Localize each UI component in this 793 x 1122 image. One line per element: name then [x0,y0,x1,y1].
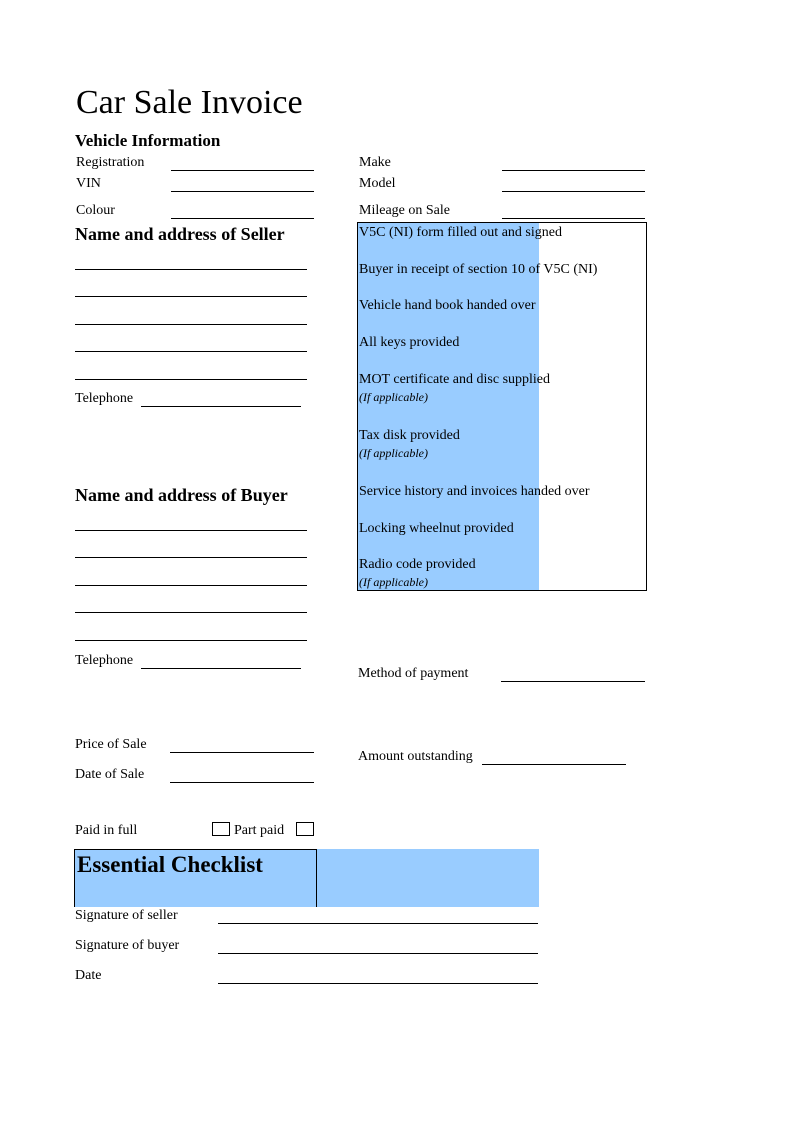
seller-address-line[interactable] [75,379,307,380]
seller-heading: Name and address of Seller [75,224,285,244]
buyer-signature-label: Signature of buyer [75,938,180,953]
essential-checklist-title: Essential Checklist [77,852,263,877]
colour-label: Colour [76,203,115,218]
colour-field[interactable] [171,218,314,219]
price-of-sale-label: Price of Sale [75,737,147,752]
seller-address-line[interactable] [75,351,307,352]
model-label: Model [359,176,396,191]
page-title: Car Sale Invoice [76,84,303,121]
seller-telephone-label: Telephone [75,391,134,406]
seller-signature-field[interactable] [218,923,538,924]
checklist-item[interactable]: All keys provided [359,335,460,350]
seller-telephone-field[interactable] [141,406,301,407]
vehicle-info-heading: Vehicle Information [75,131,221,150]
checklist-item[interactable]: Buyer in receipt of section 10 of V5C (NI) [359,262,598,277]
paid-in-full-label: Paid in full [75,823,138,838]
buyer-heading: Name and address of Buyer [75,485,288,505]
buyer-telephone-field[interactable] [141,668,301,669]
seller-address-line[interactable] [75,324,307,325]
part-paid-checkbox[interactable] [296,822,314,836]
essential-checklist-bar [74,849,539,907]
checklist-item-note: (If applicable) [359,390,428,404]
buyer-telephone-label: Telephone [75,653,134,668]
vin-field[interactable] [171,191,314,192]
checklist-item[interactable]: MOT certificate and disc supplied [359,372,551,387]
mileage-field[interactable] [502,218,645,219]
checklist-item-note: (If applicable) [359,575,428,589]
signature-date-label: Date [75,968,102,983]
amount-outstanding-field[interactable] [482,764,626,765]
amount-outstanding-label: Amount outstanding [358,749,473,764]
registration-field[interactable] [171,170,314,171]
paid-in-full-checkbox[interactable] [212,822,230,836]
checklist-item[interactable]: Service history and invoices handed over [359,484,590,499]
mileage-label: Mileage on Sale [359,203,450,218]
vin-label: VIN [76,176,101,191]
buyer-address-line[interactable] [75,557,307,558]
buyer-address-line[interactable] [75,612,307,613]
signature-date-field[interactable] [218,983,538,984]
essential-checklist-box [74,849,317,907]
checklist-item[interactable]: V5C (NI) form filled out and signed [359,225,562,240]
model-field[interactable] [502,191,645,192]
registration-label: Registration [76,155,145,170]
date-of-sale-field[interactable] [170,782,314,783]
checklist-item[interactable]: Vehicle hand book handed over [359,298,536,313]
buyer-address-line[interactable] [75,585,307,586]
seller-signature-label: Signature of seller [75,908,178,923]
buyer-address-line[interactable] [75,640,307,641]
checklist-item-note: (If applicable) [359,446,428,460]
handover-checklist [357,222,647,591]
buyer-address-line[interactable] [75,530,307,531]
checklist-item[interactable]: Tax disk provided [359,428,460,443]
checklist-item[interactable]: Locking wheelnut provided [359,521,514,536]
price-of-sale-field[interactable] [170,752,314,753]
method-of-payment-field[interactable] [501,681,645,682]
seller-address-line[interactable] [75,269,307,270]
make-field[interactable] [502,170,645,171]
buyer-signature-field[interactable] [218,953,538,954]
method-of-payment-label: Method of payment [358,666,469,681]
checklist-item[interactable]: Radio code provided [359,557,476,572]
make-label: Make [359,155,391,170]
part-paid-label: Part paid [234,823,285,838]
seller-address-line[interactable] [75,296,307,297]
date-of-sale-label: Date of Sale [75,767,145,782]
